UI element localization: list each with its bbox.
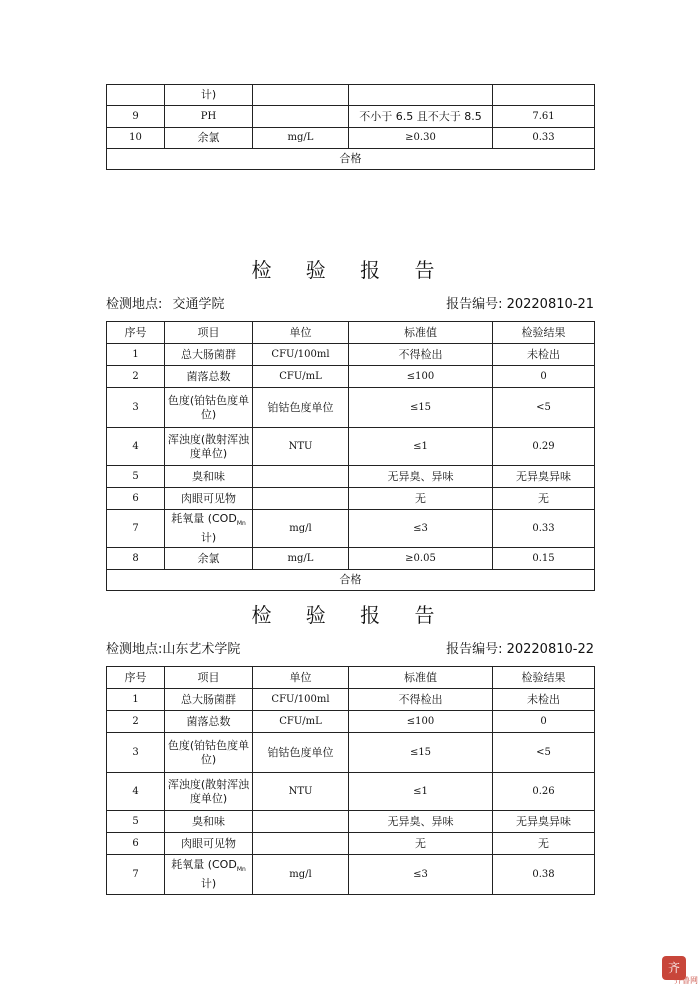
cell-no: 4 (107, 773, 165, 811)
cell-item: 余氯 (165, 128, 253, 149)
cell-item: 余氯 (165, 548, 253, 570)
cell-standard: ≤100 (349, 711, 493, 733)
report-table-2 (106, 666, 595, 895)
cell-standard: ≤1 (349, 773, 493, 811)
table-row (107, 366, 595, 388)
cell-no: 1 (107, 344, 165, 366)
cell-no: 5 (107, 811, 165, 833)
cell-no: 10 (107, 128, 165, 149)
cell-result: 0.26 (493, 773, 595, 811)
cell-no: 1 (107, 689, 165, 711)
cell-no: 4 (107, 428, 165, 466)
cell-item: 浑浊度(散射浑浊度单位) (165, 428, 253, 466)
cell-item (165, 510, 253, 548)
table-row (107, 488, 595, 510)
watermark-text: 齐鲁网 (674, 976, 698, 985)
cell-no: 3 (107, 733, 165, 773)
cell-result: 无 (493, 488, 595, 510)
location-value: 山东艺术学院 (162, 642, 241, 657)
cell-standard: ≥0.30 (349, 128, 493, 149)
table-row (107, 711, 595, 733)
cell-item-tail: 计) (200, 877, 217, 891)
cell-item-subscript: Mn (236, 520, 246, 528)
location-label: 检测地点: (106, 297, 163, 312)
report-title: 检 验 报 告 (251, 258, 449, 282)
table-row (107, 733, 595, 773)
cell-result: 未检出 (493, 344, 595, 366)
header-cell: 项目 (165, 667, 253, 689)
table-row (107, 510, 595, 548)
cell-result: 0.33 (493, 128, 595, 149)
table-row (107, 811, 595, 833)
cell-unit (253, 466, 349, 488)
location-value: 交通学院 (172, 297, 225, 312)
cell-standard: ≤15 (349, 388, 493, 428)
cell-item: 肉眼可见物 (165, 488, 253, 510)
cell-unit: 铂钴色度单位 (253, 388, 349, 428)
top-partial-table (106, 84, 595, 170)
cell-no: 2 (107, 711, 165, 733)
table-row (107, 466, 595, 488)
cell-no: 5 (107, 466, 165, 488)
cell-result: 无异臭异味 (493, 466, 595, 488)
report-number-value: 20220810-21 (506, 297, 594, 312)
cell-result: 7.61 (493, 106, 595, 128)
cell-unit: mg/L (253, 548, 349, 570)
cell-no: 3 (107, 388, 165, 428)
cell-unit: NTU (253, 773, 349, 811)
header-row (107, 667, 595, 689)
header-cell: 标准值 (349, 667, 493, 689)
cell-standard: ≤100 (349, 366, 493, 388)
cell-item: 总大肠菌群 (165, 344, 253, 366)
cell-unit (253, 811, 349, 833)
header-cell: 序号 (107, 667, 165, 689)
cell-unit (253, 488, 349, 510)
table-row (107, 344, 595, 366)
cell-no: 7 (107, 855, 165, 895)
cell-result: 0.15 (493, 548, 595, 570)
cell-result: 0.29 (493, 428, 595, 466)
header-row (107, 322, 595, 344)
table-row (107, 428, 595, 466)
cell-item: PH (165, 106, 253, 128)
report-number-line (446, 293, 594, 312)
cell-no: 2 (107, 366, 165, 388)
cell-no: 7 (107, 510, 165, 548)
cell-standard: ≤3 (349, 510, 493, 548)
cell-item: 色度(铂钴色度单位) (165, 388, 253, 428)
location-line (106, 638, 240, 657)
cell-item: 菌落总数 (165, 366, 253, 388)
cell-item: 总大肠菌群 (165, 689, 253, 711)
cell-standard: ≤15 (349, 733, 493, 773)
cell-item: 计) (165, 85, 253, 106)
cell-result: <5 (493, 388, 595, 428)
cell-item: 色度(铂钴色度单位) (165, 733, 253, 773)
table-row (107, 548, 595, 570)
report-table-1 (106, 321, 595, 591)
cell-no: 9 (107, 106, 165, 128)
cell-standard (349, 85, 493, 106)
cell-unit (253, 833, 349, 855)
report-number-line (446, 638, 594, 657)
cell-result: 无 (493, 833, 595, 855)
table-row (107, 388, 595, 428)
table-row (107, 85, 595, 106)
cell-item-tail: 计) (200, 531, 217, 545)
cell-standard: ≤3 (349, 855, 493, 895)
header-cell: 单位 (253, 667, 349, 689)
cell-standard: 不得检出 (349, 689, 493, 711)
cell-result (493, 85, 595, 106)
header-cell: 检验结果 (493, 667, 595, 689)
cell-unit: NTU (253, 428, 349, 466)
watermark-logo-icon: 齐 (662, 956, 686, 980)
table-row (107, 773, 595, 811)
cell-standard: 无 (349, 833, 493, 855)
cell-unit (253, 106, 349, 128)
header-cell: 单位 (253, 322, 349, 344)
report-number-label: 报告编号: (446, 642, 503, 657)
cell-standard: ≤1 (349, 428, 493, 466)
cell-item-text: 耗氧量 (COD (171, 857, 237, 871)
cell-unit: CFU/mL (253, 711, 349, 733)
cell-no: 6 (107, 488, 165, 510)
cell-item-subscript: Mn (236, 866, 246, 874)
conclusion-row (107, 149, 595, 170)
table-row (107, 689, 595, 711)
cell-unit: CFU/mL (253, 366, 349, 388)
cell-result: 0.38 (493, 855, 595, 895)
cell-no (107, 85, 165, 106)
cell-unit (253, 85, 349, 106)
cell-unit: mg/l (253, 510, 349, 548)
cell-item: 浑浊度(散射浑浊度单位) (165, 773, 253, 811)
cell-standard: 不得检出 (349, 344, 493, 366)
cell-result: 0 (493, 711, 595, 733)
cell-item: 菌落总数 (165, 711, 253, 733)
report-number-label: 报告编号: (446, 297, 503, 312)
cell-standard: ≥0.05 (349, 548, 493, 570)
location-line (106, 293, 225, 312)
cell-unit: CFU/100ml (253, 689, 349, 711)
conclusion-cell: 合格 (107, 570, 595, 591)
cell-no: 6 (107, 833, 165, 855)
cell-item-text: 耗氧量 (COD (171, 511, 237, 525)
cell-standard: 无异臭、异味 (349, 811, 493, 833)
cell-item: 臭和味 (165, 811, 253, 833)
cell-standard: 无 (349, 488, 493, 510)
cell-unit: 铂钴色度单位 (253, 733, 349, 773)
cell-result: 0 (493, 366, 595, 388)
header-cell: 序号 (107, 322, 165, 344)
cell-item: 肉眼可见物 (165, 833, 253, 855)
cell-standard: 无异臭、异味 (349, 466, 493, 488)
cell-result: 0.33 (493, 510, 595, 548)
cell-no: 8 (107, 548, 165, 570)
header-cell: 检验结果 (493, 322, 595, 344)
location-label: 检测地点: (106, 642, 163, 657)
header-cell: 标准值 (349, 322, 493, 344)
cell-result: 无异臭异味 (493, 811, 595, 833)
report-number-value: 20220810-22 (506, 642, 594, 657)
cell-result: <5 (493, 733, 595, 773)
cell-unit: mg/l (253, 855, 349, 895)
cell-unit: mg/L (253, 128, 349, 149)
table-row (107, 833, 595, 855)
table-row (107, 106, 595, 128)
conclusion-cell: 合格 (107, 149, 595, 170)
cell-result: 未检出 (493, 689, 595, 711)
table-row (107, 128, 595, 149)
conclusion-row (107, 570, 595, 591)
cell-standard: 不小于 6.5 且不大于 8.5 (349, 106, 493, 128)
cell-unit: CFU/100ml (253, 344, 349, 366)
header-cell: 项目 (165, 322, 253, 344)
cell-item (165, 855, 253, 895)
table-row (107, 855, 595, 895)
report-title: 检 验 报 告 (251, 603, 449, 627)
cell-item: 臭和味 (165, 466, 253, 488)
